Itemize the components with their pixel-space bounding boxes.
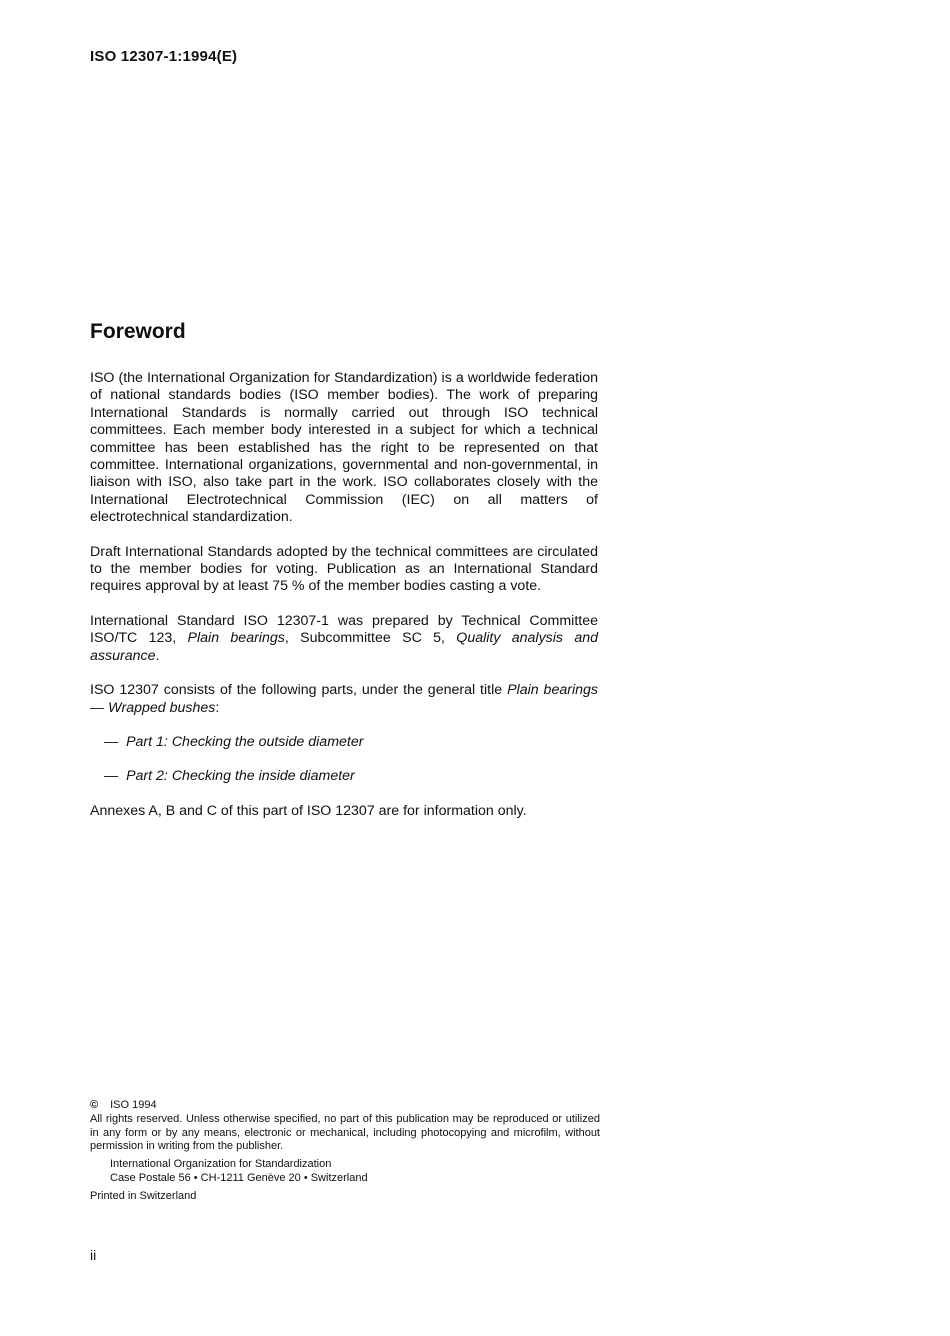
copyright-text: ISO 1994: [110, 1099, 157, 1111]
part-2-title: Part 2: Checking the inside diameter: [126, 768, 355, 785]
paragraph-parts: [90, 682, 598, 717]
printed-location: Printed in Switzerland: [90, 1189, 197, 1202]
subcommittee-text: , Subcommittee SC 5,: [284, 630, 457, 647]
organization-address: Case Postale 56 • CH-1211 Genève 20 • Switzerland: [110, 1171, 368, 1184]
list-item-part-2: [90, 768, 598, 785]
paragraph-draft-standards: Draft International Standards adopted by the technical committees are circulated to the member bodies for voting. Publication as an International Standard requires approval by at least 75 % of the member bodies casting a vote.: [90, 543, 598, 595]
section-title: Foreword: [90, 320, 186, 343]
subcommittee-title: Quality analysis and assurance: [90, 630, 598, 664]
paragraph-iso-intro: ISO (the International Organization for Standardization) is a worldwide federation of national standards bodies (ISO member bodies). The work of preparing International Standards is normally carried out through ISO technical committees. Each member body interested in a subject for which a technical committee has been established has the right to be represented on that committee. International organizations, governmental and non-governmental, in liaison with ISO, also take part in the work. ISO collaborates closely with the International Electrotechnical Commission (IEC) on all matters of electrotechnical standardization.: [90, 370, 598, 526]
general-title: Plain bearings — Wrapped bushes: [90, 682, 598, 716]
copyright-footer: [90, 1099, 600, 1204]
prepared-by-text: International Standard ISO 12307-1 was prepared by Technical Committee ISO/TC 123,: [90, 612, 598, 647]
parts-intro-text: ISO 12307 consists of the following parts, under the general title: [90, 682, 508, 699]
paragraph-prepared-by: [90, 613, 598, 665]
colon: :: [215, 699, 220, 716]
paragraph-annexes: Annexes A, B and C of this part of ISO 12307 are for information only.: [90, 802, 527, 819]
dash: —: [104, 768, 119, 785]
rights-statement: All rights reserved. Unless otherwise specified, no part of this publication may be reproduced or utilized in any form or by any means, electronic or mechanical, including photocopying and microfilm, without permission in writing from the publisher.: [90, 1112, 600, 1153]
list-item-part-1: [90, 734, 598, 751]
document-id: ISO 12307-1:1994(E): [90, 48, 238, 65]
page-number: ii: [90, 1247, 97, 1263]
copyright-line: [90, 1099, 600, 1113]
copyright-icon: ©: [90, 1099, 99, 1111]
committee-title: Plain bearings: [187, 630, 285, 647]
dash: —: [104, 733, 119, 750]
foreword-body: [90, 370, 598, 837]
organization-name: International Organization for Standardization: [110, 1158, 332, 1171]
part-1-title: Part 1: Checking the outside diameter: [126, 733, 364, 750]
period: .: [155, 647, 160, 664]
